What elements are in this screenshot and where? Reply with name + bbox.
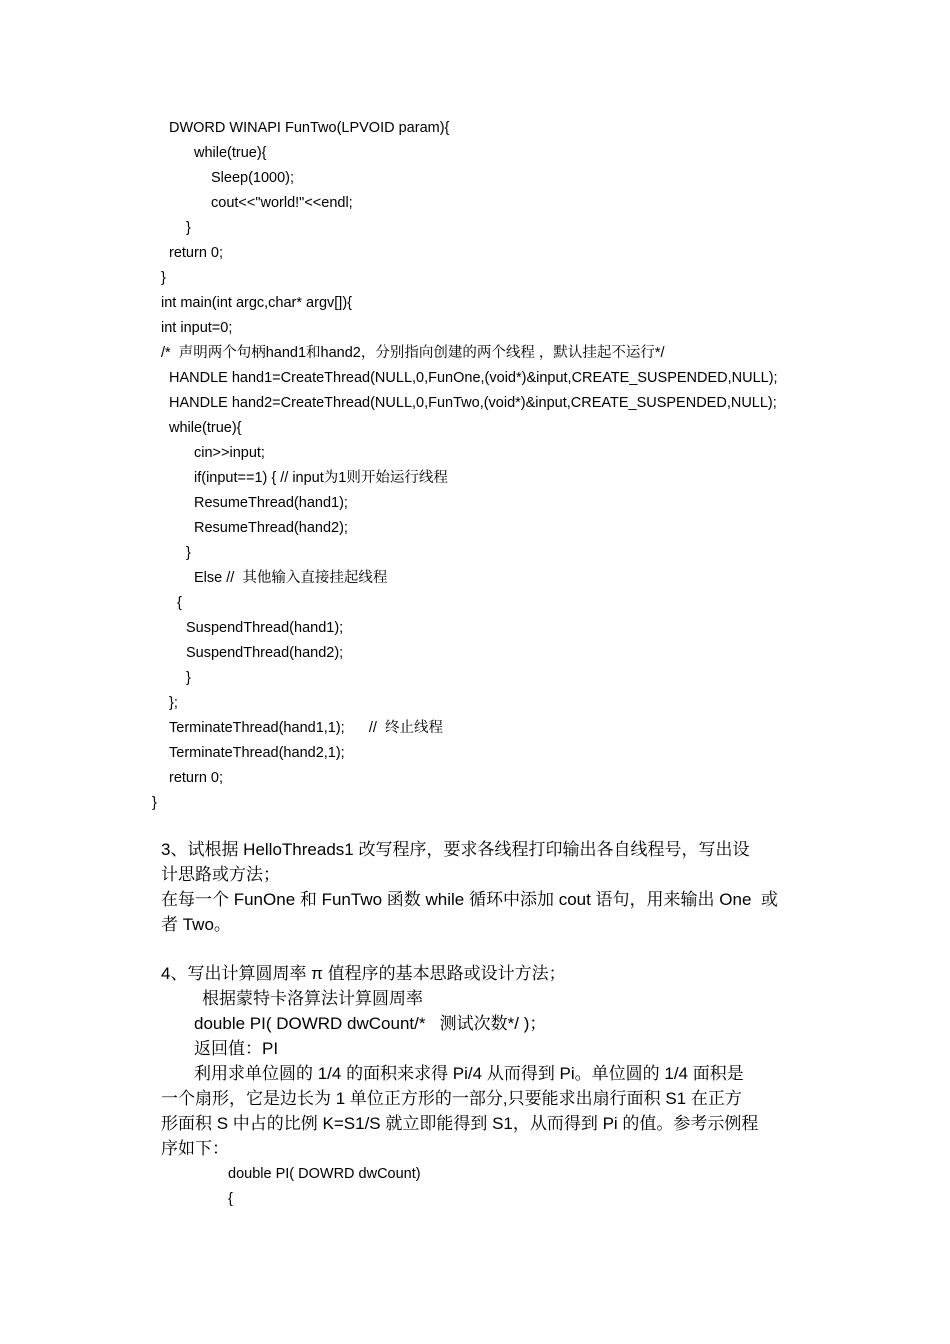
code-comment-line: /* 声明两个句柄hand1和hand2，分别指向创建的两个线程 ，默认挂起不运行*/	[161, 345, 665, 361]
code-line: cout<<"world!"<<endl;	[211, 195, 353, 211]
code-line: }	[152, 795, 157, 811]
code-line: return 0;	[169, 245, 223, 261]
section-4-method: 根据蒙特卡洛算法计算圆周率	[202, 989, 423, 1008]
code-line: HANDLE hand1=CreateThread(NULL,0,FunOne,(void*)&input,CREATE_SUSPENDED,NULL);	[169, 370, 778, 386]
section-3-answer-cont: 者 Two。	[161, 915, 231, 934]
code-line: Sleep(1000);	[211, 170, 295, 186]
code-line: int main(int argc,char* argv[]){	[161, 295, 352, 311]
section-4-paragraph: 利用求单位圆的 1/4 的面积来求得 Pi/4 从而得到 Pi。单位圆的 1/4 面积是	[194, 1064, 744, 1083]
section-3-answer: 在每一个 FunOne 和 FunTwo 函数 while 循环中添加 cout 语句，用来输出 One 或	[161, 890, 778, 909]
code-line: TerminateThread(hand2,1);	[169, 745, 345, 761]
section-4-paragraph: 一个扇形，它是边长为 1 单位正方形的一部分,只要能求出扇行面积 S1 在正方	[161, 1089, 742, 1108]
code-line: if(input==1) { // input为1则开始运行线程	[194, 470, 448, 486]
code-line: ResumeThread(hand2);	[194, 520, 348, 536]
code-line: while(true){	[169, 420, 242, 436]
sample-code-line: {	[228, 1191, 233, 1207]
code-line: HANDLE hand2=CreateThread(NULL,0,FunTwo,(void*)&input,CREATE_SUSPENDED,NULL);	[169, 395, 777, 411]
code-line: };	[169, 695, 178, 711]
code-line: DWORD WINAPI FunTwo(LPVOID param){	[169, 120, 450, 136]
code-line: {	[177, 595, 182, 611]
code-line: SuspendThread(hand1);	[186, 620, 344, 636]
code-line: }	[186, 220, 191, 236]
code-line: }	[186, 670, 191, 686]
code-line: SuspendThread(hand2);	[186, 645, 344, 661]
section-4-paragraph: 序如下：	[161, 1139, 229, 1158]
section-3-question: 3、试根据 HelloThreads1 改写程序，要求各线程打印输出各自线程号，写出设	[161, 840, 750, 859]
section-4-signature: double PI( DOWRD dwCount/* 测试次数*/ )；	[194, 1014, 547, 1033]
code-line: Else // 其他输入直接挂起线程	[194, 570, 388, 586]
code-line: ResumeThread(hand1);	[194, 495, 348, 511]
code-line: cin>>input;	[194, 445, 265, 461]
sample-code-line: double PI( DOWRD dwCount)	[228, 1166, 421, 1182]
code-line: }	[186, 545, 191, 561]
section-3-question-cont: 计思路或方法；	[161, 865, 280, 884]
code-line: int input=0;	[161, 320, 233, 336]
section-4-return: 返回值：PI	[194, 1039, 279, 1058]
code-line: TerminateThread(hand1,1); // 终止线程	[169, 720, 443, 736]
section-4-paragraph: 形面积 S 中占的比例 K=S1/S 就立即能得到 S1，从而得到 Pi 的值。参考示例程	[161, 1114, 759, 1133]
code-line: return 0;	[169, 770, 223, 786]
section-4-question: 4、写出计算圆周率 π 值程序的基本思路或设计方法；	[161, 964, 566, 983]
code-line: while(true){	[194, 145, 267, 161]
code-line: }	[161, 270, 166, 286]
